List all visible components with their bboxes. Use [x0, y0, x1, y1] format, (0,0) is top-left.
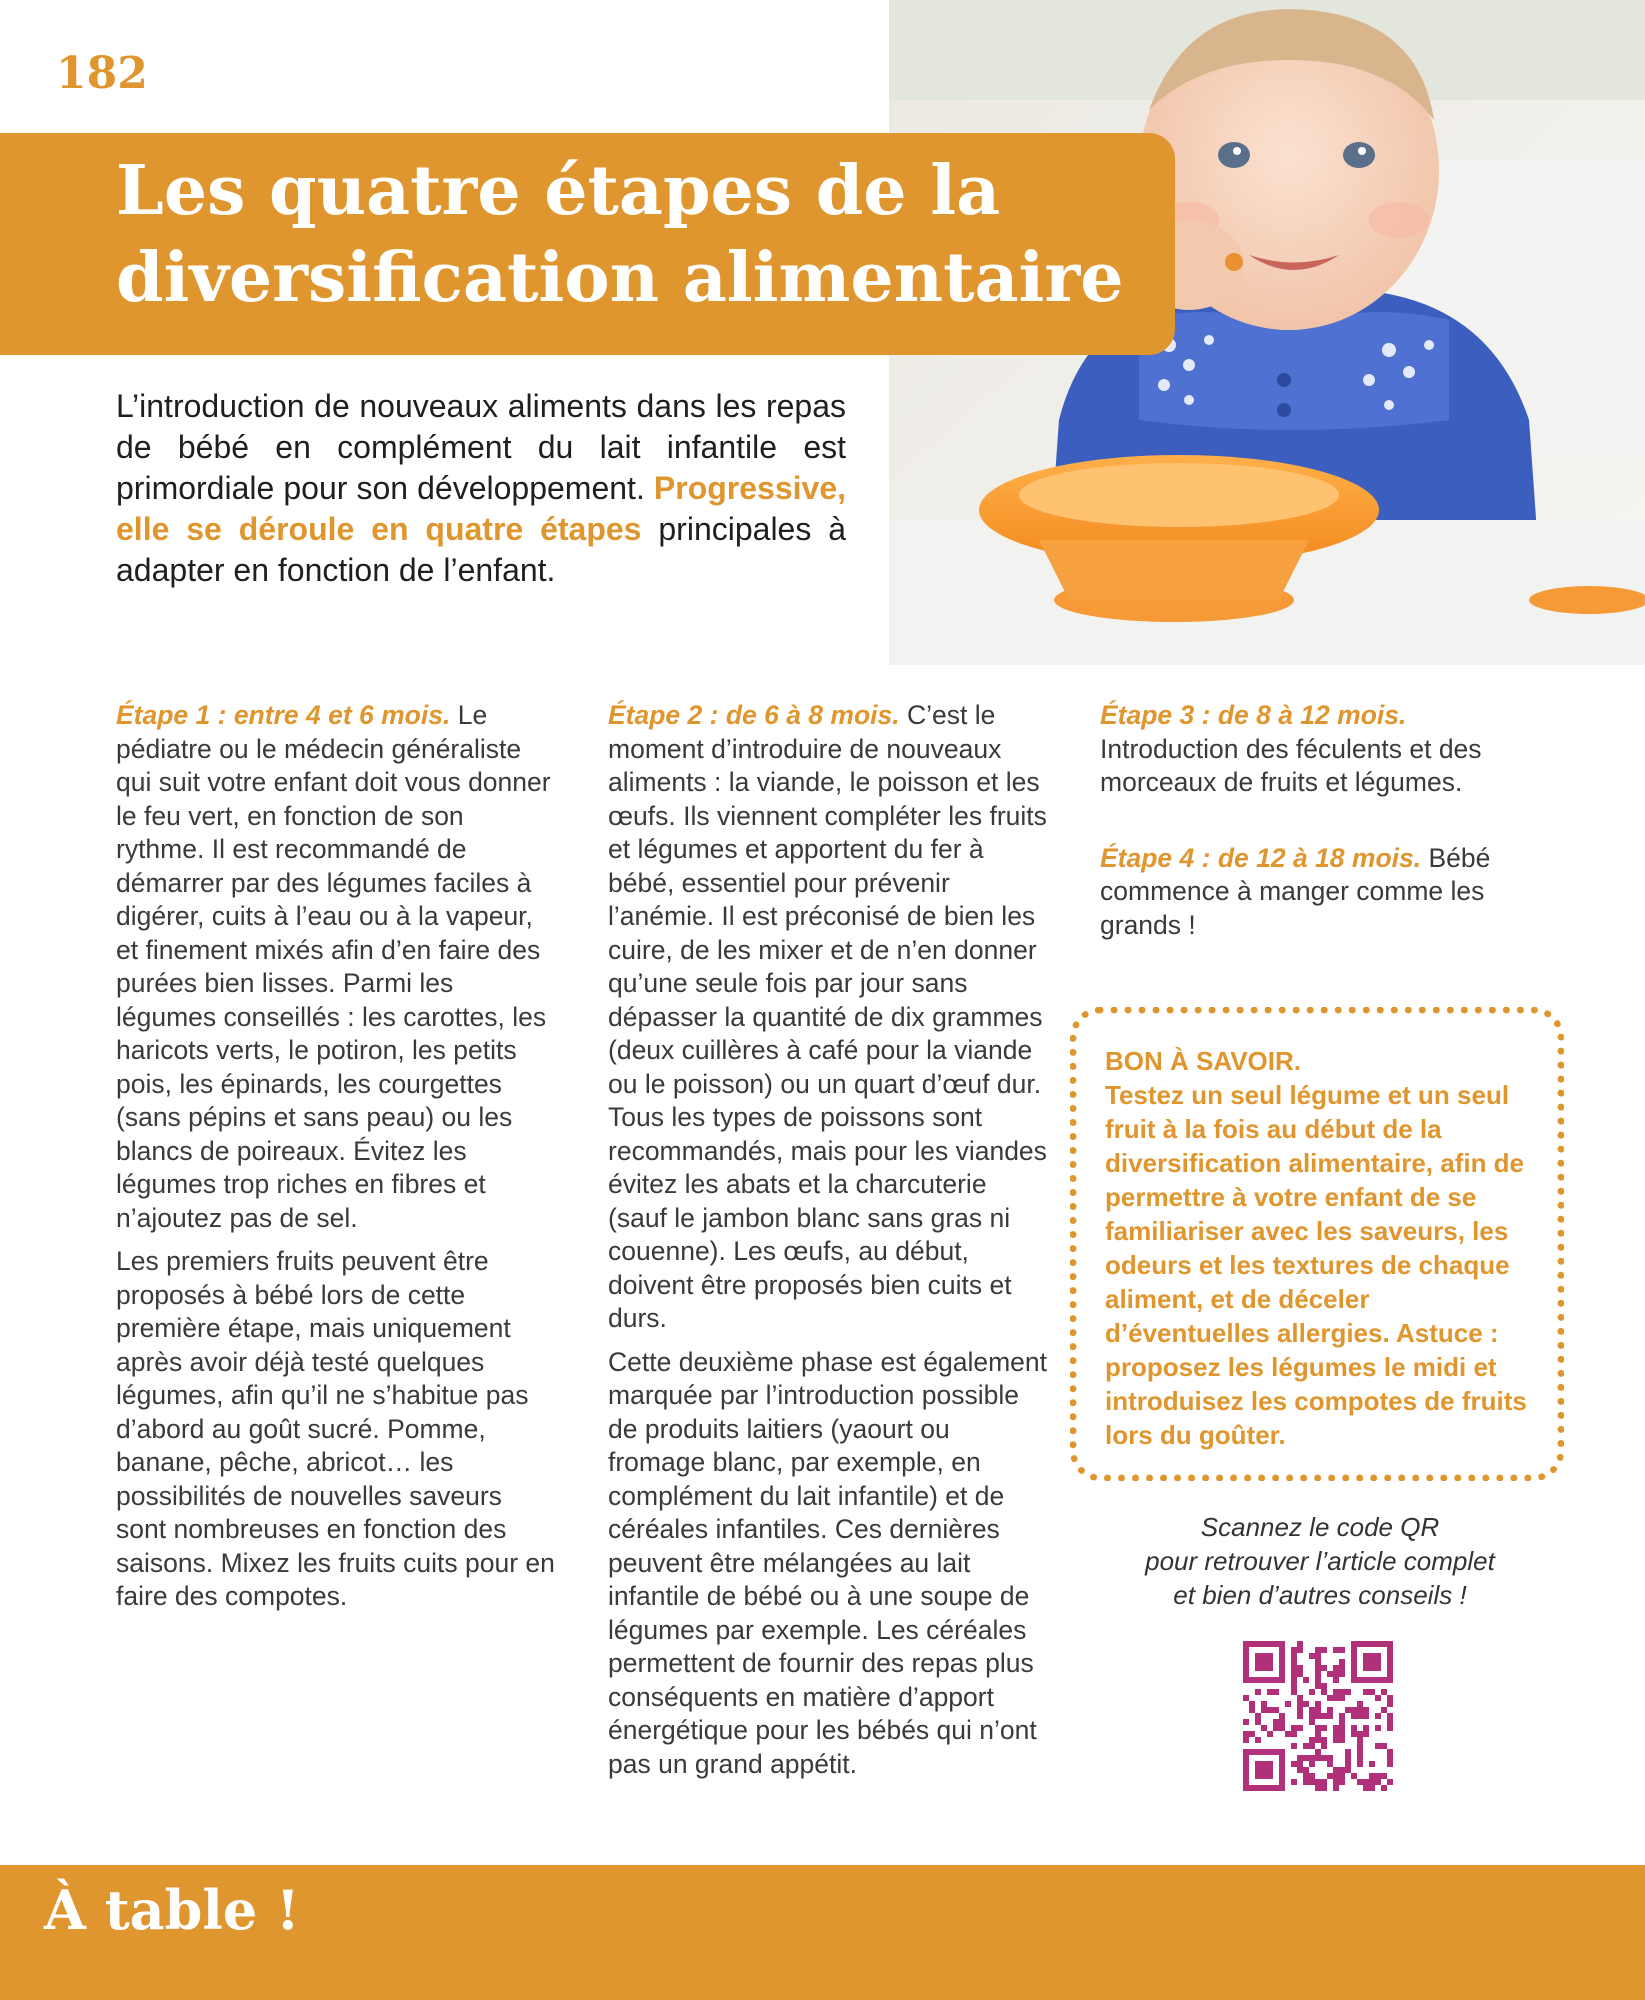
step-2-label: Étape 2 : de 6 à 8 mois.: [608, 700, 900, 730]
step-4-text: Bébé commence à manger comme les grands !: [1100, 842, 1491, 940]
qr-code-icon[interactable]: [1243, 1641, 1393, 1791]
page-title: Les quatre étapes de la diversification alimentaire: [116, 151, 1124, 318]
intro-text-end: principales à adapter en fonction de l’enfant.: [116, 511, 847, 588]
intro-text: L’introduction de nouveaux aliments dans les repas de bébé en complément du lait infantile est primordiale pour son développement.: [116, 388, 846, 506]
tip-box: [1070, 1007, 1564, 1481]
page-number: 182: [56, 48, 148, 99]
qr-caption-line-1: Scannez le code QR: [1200, 1512, 1440, 1542]
step-2-text: C’est le moment d’introduire de nouveaux aliments : la viande, le poisson et les œufs. Ils viennent compléter les fruits et légumes et apportent du fer à bébé, essentiel pour prévenir l’anémie. Il est préconisé de bien les cuire, de les mixer et de n’en donner qu’une seule fois par jour sans dépasser la quantité de dix grammes (deux cuillères à café pour la viande ou le poisson) ou un quart d’œuf dur. Tous les types de poissons sont recommandés, mais pour les viandes évitez les abats et la charcuterie (sauf le jambon blanc sans gras ni couenne). Les œufs, au début, doivent être proposés bien cuits et durs.: [608, 700, 1047, 1333]
qr-caption: [1100, 1510, 1540, 1612]
step-1-fruits-paragraph: Les premiers fruits peuvent être proposés à bébé lors de cette première étape, mais uniquement après avoir déjà testé quelques légumes, afin qu’il ne s’habitue pas d’abord au goût sucré. Pomme, banane, pêche, abricot… les possibilités de nouvelles saveurs sont nombreuses en fonction des saisons. Mixez les fruits cuits pour en faire des compotes.: [116, 1246, 555, 1611]
step-2-paragraph: [608, 699, 1048, 1336]
step-3-paragraph: [1100, 699, 1540, 800]
step-3-text: Introduction des féculents et des morceaux de fruits et légumes.: [1100, 733, 1482, 797]
step-1-text: Le pédiatre ou le médecin généraliste qui suit votre enfant doit vous donner le feu vert, en fonction de son rythme. Il est recommandé de démarrer par des légumes faciles à digérer, cuits à l’eau ou à la vapeur, et finement mixés afin d’en faire des purées bien lisses. Parmi les légumes conseillés : les carottes, les haricots verts, le potiron, les petits pois, les épinards, les courgettes (sans pépins et sans peau) ou les blancs de poireaux. Évitez les légumes trop riches en fibres et n’ajoutez pas de sel.: [116, 700, 551, 1233]
column-step-2: [608, 699, 1048, 1791]
column-step-1: [116, 699, 556, 1624]
section-label: À table !: [44, 1878, 300, 1942]
step-4-paragraph: [1100, 842, 1540, 943]
tip-title: BON À SAVOIR.: [1105, 1046, 1301, 1076]
step-3-label: Étape 3 : de 8 à 12 mois.: [1100, 700, 1407, 730]
step-1-paragraph: [116, 699, 556, 1235]
qr-caption-line-2: pour retrouver l’article complet: [1145, 1546, 1495, 1576]
tip-text: Testez un seul légume et un seul fruit à la fois au début de la diversification alimentaire, afin de permettre à votre enfant de se familiariser avec les saveurs, les odeurs et les textures de chaque aliment, et de déceler d’éventuelles allergies. Astuce : proposez les légumes le midi et introduisez les compotes de fruits lors du goûter.: [1105, 1080, 1527, 1450]
intro-highlight: Progressive, elle se déroule en quatre étapes: [116, 470, 846, 547]
step-4-label: Étape 4 : de 12 à 18 mois.: [1100, 842, 1422, 873]
qr-caption-line-3: et bien d’autres conseils !: [1173, 1580, 1467, 1610]
step-1-label: Étape 1 : entre 4 et 6 mois.: [116, 700, 451, 730]
column-steps-3-4: [1100, 699, 1540, 984]
intro-paragraph: [116, 386, 846, 591]
step-2-dairy-paragraph: Cette deuxième phase est également marquée par l’introduction possible de produits laitiers (yaourt ou fromage blanc, par exemple, en complément du lait infantile) et de céréales infantiles. Ces dernières peuvent être mélangées au lait infantile de bébé ou à une soupe de légumes par exemple. Les céréales permettent de fournir des repas plus conséquents en matière d’apport énergétique pour les bébés qui n’ont pas un grand appétit.: [608, 1346, 1047, 1779]
